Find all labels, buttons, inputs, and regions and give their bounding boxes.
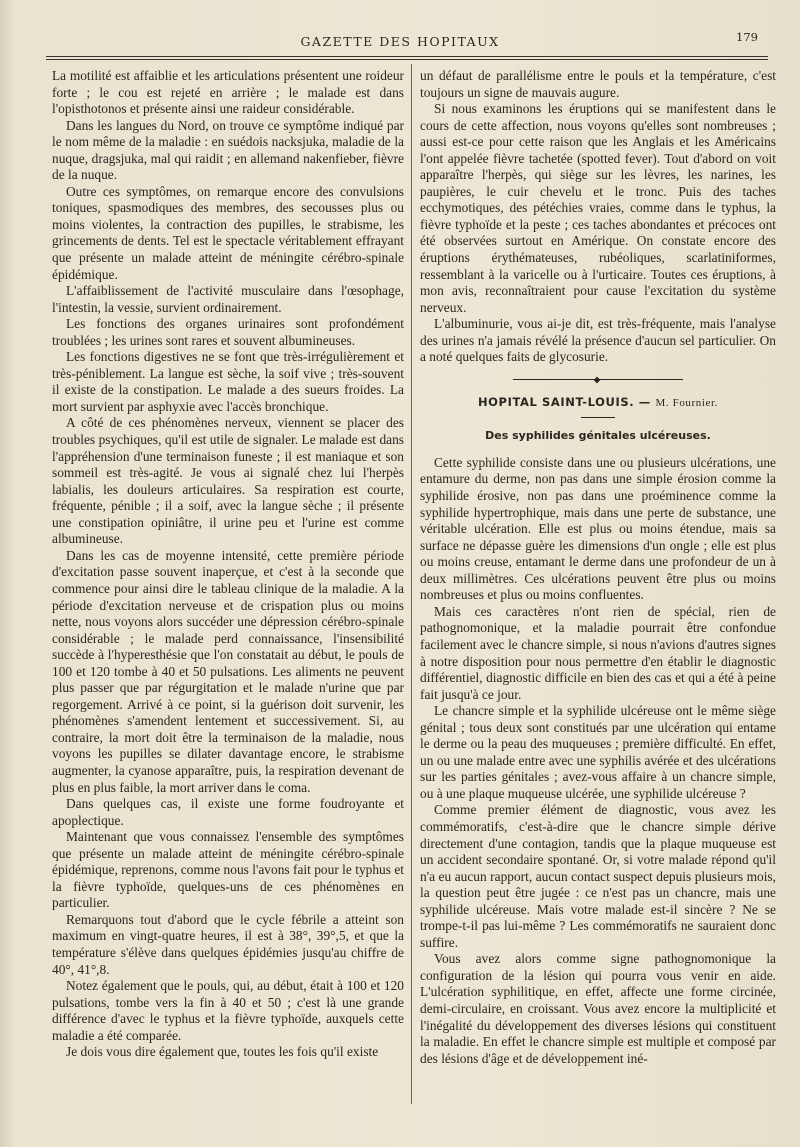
paragraph: Maintenant que vous connaissez l'ensemble des symptômes que présente un malade atteint de méningite cérébro-spinale épidémique, reprenons, comme nous l'avons fait pour le typhus et la fièvre typhoïde, quelques-uns de ces phénomènes en particulier. [52,829,404,911]
paragraph: Le chancre simple et la syphilide ulcéreuse ont le même siège génital ; tous deux sont constitués par une ulcération qui entame le derme ou la peau des muqueuses ; première difficulté. En effet, un ou une malade entre avec une syphilis avérée et des ulcérations sur les parties génitales ; avez-vous affaire à un chancre simple, ou à une plaque muqueuse ulcérée, une syphilide ulcéreuse ? [420,703,776,801]
header-rule [46,56,768,60]
paragraph: Cette syphilide consiste dans une ou plusieurs ulcérations, une entamure du derme, non pas dans une simple érosion comme la syphilide érosive, non pas dans une proéminence comme la syphilide hypertrophique, mais dans une perte de substance, une véritable ulcération. Elle est plus ou moins étendue, mais sa surface ne dépasse guère les dimensions d'un ongle ; elle est plus ou moins creuse, entamant le derme dans une profondeur de un à deux millimètres. Ces ulcérations peuvent être plus ou moins nombreuses et plus ou moins confluentes. [420,454,776,603]
running-title: GAZETTE DES HOPITAUX [300,34,500,49]
left-column [52,68,404,1061]
article-subheading: Des syphilides génitales ulcéreuses. [485,429,711,443]
paragraph: Comme premier élément de diagnostic, vous avez les commémoratifs, c'est-à-dire que le chancre simple dérive directement d'une contagion, tandis que la plaque muqueuse est un accident secondaire spontané. Or, si votre malade répond qu'il n'a eu aucun rapport, aucun contact suspect depuis plusieurs mois, la question peut être jugée : ce n'est pas un chancre, mais une syphilide ulcéreuse. Mais votre malade est-il sincère ? Ne se trompe-t-il pas lui-même ? Les commémoratifs ne sauraient donc suffire. [420,802,776,950]
page-header [30,30,770,54]
paragraph: Dans les cas de moyenne intensité, cette première période d'excitation passe souvent inaperçue, et c'est à la seconde que commence pour ainsi dire le tableau clinique de la maladie. A la période d'excitation nerveuse et de crispation plus ou moins nette, nous voyons alors succéder une dépression cérébro-spinale considérable ; le malade perd connaissance, l'insensibilité succède à l'hyperesthésie que l'on constatait au début, le pouls de 100 et 120 tombe à 40 et 50 pulsations. Les aliments ne peuvent plus passer que par régurgitation et le malade n'urine que par regorgement. Arrivé à ce point, si la guérison doit survenir, les phénomènes s'amendent lentement et successivement. Si, au contraire, la mort doit être la terminaison de la maladie, nous voyons les pupilles se dilater davantage encore, le strabisme augmenter, la cyanose apparaître, puis, la respiration devenant de plus en plus faible, la mort arriver dans le coma. [52,547,404,795]
paragraph: Les fonctions des organes urinaires sont profondément troublées ; les urines sont rares et souvent albumineuses. [52,316,404,348]
section-author: M. Fournier. [655,396,719,409]
section-heading [420,394,776,412]
paragraph: Si nous examinons les éruptions qui se manifestent dans le cours de cette affection, nous voyons qu'elles sont nombreuses ; aussi est-ce pour cette raison que les Anglais et les Américains l'ont appelée fièvre tachetée (spotted fever). Tout d'abord on voit apparaître l'herpès, qui siège sur les lèvres, les narines, les paupières, le cuir chevelu et le tronc. Puis des taches ecchymotiques, des pétéchies vraies, comme dans le typhus, la fièvre typhoïde et la peste ; ces taches abondantes et précoces ont été observées surtout en Amérique. On constate encore des éruptions érythémateuses, rubéoliques, scarlatiniformes, ressemblant à la varicelle ou à l'urticaire. Toutes ces éruptions, à mon avis, reconnaîtraient pour cause l'excitation du système nerveux. [420,101,776,315]
column-divider [411,64,412,1104]
paragraph: Dans les langues du Nord, on trouve ce symptôme indiqué par le nom même de la maladie : en suédois nacksjuka, maladie de la nuque, dragsjuka, mal qui raidit ; en allemand nakenfieber, fièvre de la nuque. [52,117,404,183]
paragraph: Les fonctions digestives ne se font que très-irrégulièrement et très-péniblement. La langue est sèche, la soif vive ; très-souvent il existe de la constipation. Le malade a des sueurs froides. La mort survient par asphyxie avec l'accès bronchique. [52,349,404,414]
paragraph: un défaut de parallélisme entre le pouls et la température, c'est toujours un signe de mauvais augure. [420,68,776,100]
short-rule [581,417,615,418]
ornamental-divider [513,376,683,384]
paragraph: Vous avez alors comme signe pathognomonique la configuration de la lésion qui pourra vous venir en aide. L'ulcération syphilitique, en effet, affecte une forme circinée, demi-circulaire, en croissant. Vous avez encore la multiplicité et l'inégalité du développement des diverses lésions qui constituent la maladie. En effet le chancre simple est multiple et composé par des lésions d'âge et de développement iné- [420,951,776,1066]
right-column [420,68,776,1067]
paragraph: Dans quelques cas, il existe une forme foudroyante et apoplectique. [52,796,404,828]
paragraph: Remarquons tout d'abord que le cycle fébrile a atteint son maximum en vingt-quatre heures, il est à 38°, 39°,5, et que la température s'élève dans quelques épidémies jusqu'au chiffre de 40°, 41°,8. [52,911,404,977]
page-number: 179 [736,30,758,44]
paragraph: A côté de ces phénomènes nerveux, viennent se placer des troubles psychiques, qu'il est utile de signaler. Le malade est dans l'appréhension d'une terminaison funeste ; il est maniaque et son sommeil est très-agité. Je vous ai signalé chez lui l'herpès labialis, les douleurs articulaires. Sa respiration est courte, fréquente, pénible ; il a soif, avec la langue sèche ; il présente une constipation opiniâtre, il urine peu et l'urine est comme albumineuse. [52,415,404,547]
paragraph: Mais ces caractères n'ont rien de spécial, rien de pathognomonique, et la maladie pourrait être confondue facilement avec le chancre simple, si nous n'avions d'autres signes à notre disposition pour nous permettre d'en établir le diagnostic différentiel, diagnostic difficile en bien des cas et qui a été à peine fait jusqu'à ce jour. [420,603,776,702]
paragraph: Je dois vous dire également que, toutes les fois qu'il existe [66,1044,379,1060]
paragraph: La motilité est affaiblie et les articulations présentent une roideur forte ; le cou est rejeté en arrière ; le malade est dans l'opisthotonos et présente ainsi une raideur considérable. [52,68,404,117]
paragraph: L'affaiblissement de l'activité musculaire dans l'œsophage, l'intestin, la vessie, survient ordinairement. [52,283,404,315]
paragraph: Notez également que le pouls, qui, au début, était à 100 et 120 pulsations, tombe vers la fin à 40 et 50 ; c'est là une grande différence d'avec le typhus et la fièvre typhoïde, auxquels cette maladie a été comparée. [52,978,404,1043]
paragraph: Outre ces symptômes, on remarque encore des convulsions toniques, spasmodiques des membres, des secousses plus ou moins violentes, la contraction des pupilles, le strabisme, les grincements de dents. Tel est le spectacle véritablement effrayant que présente un malade atteint de méningite cérébro-spinale épidémique. [52,183,404,282]
section-title: HOPITAL SAINT-LOUIS. — [477,394,651,409]
paragraph: L'albuminurie, vous ai-je dit, est très-fréquente, mais l'analyse des urines n'a jamais révélé la présence d'aucun sel particulier. On a noté quelques faits de glycosurie. [420,316,776,365]
